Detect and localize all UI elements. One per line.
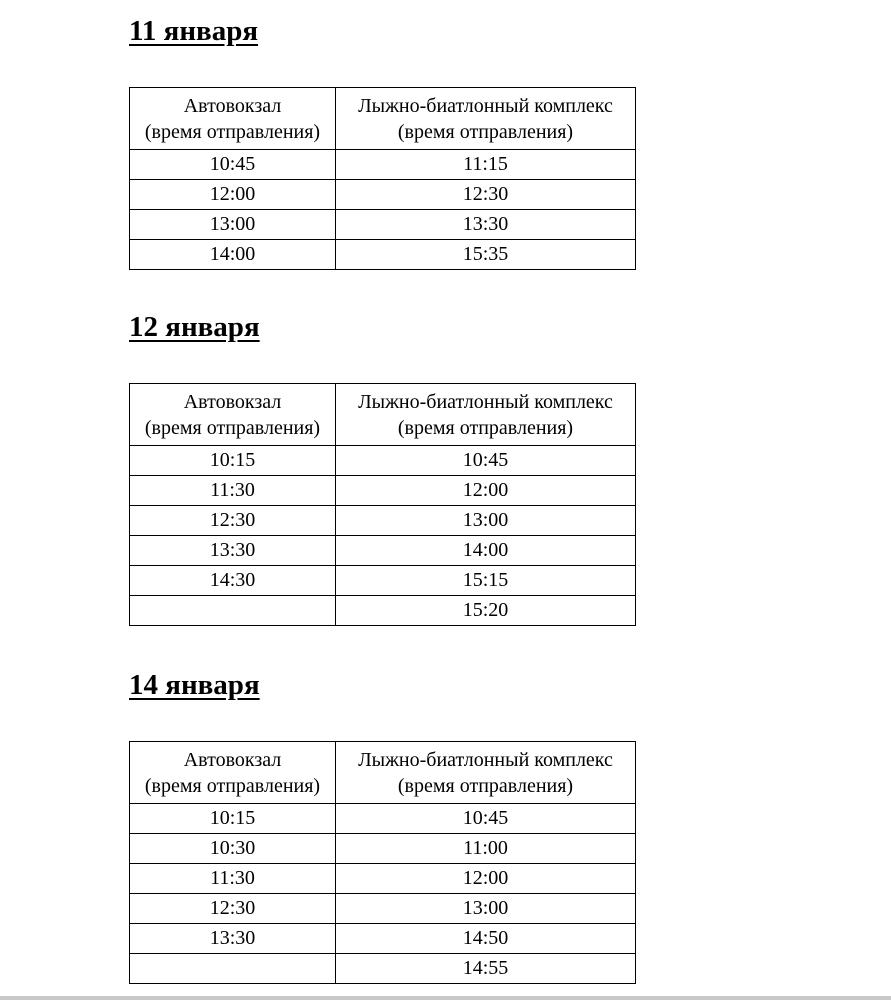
ski-complex-time: 10:45 bbox=[336, 804, 636, 834]
ski-complex-time: 15:15 bbox=[336, 566, 636, 596]
table-row bbox=[130, 804, 636, 834]
table-header-row bbox=[130, 742, 636, 804]
table-header-row bbox=[130, 384, 636, 446]
ski-complex-time: 11:00 bbox=[336, 834, 636, 864]
bus-station-time: 12:30 bbox=[130, 894, 336, 924]
table-row bbox=[130, 210, 636, 240]
table-row bbox=[130, 834, 636, 864]
page-bottom-divider bbox=[0, 996, 891, 1000]
table-row bbox=[130, 150, 636, 180]
table-row bbox=[130, 954, 636, 984]
schedule-section-jan-11 bbox=[129, 14, 635, 265]
bus-station-time: 10:15 bbox=[130, 804, 336, 834]
header-ski-complex: Лыжно-биатлонный комплекс (время отправления) bbox=[336, 88, 636, 150]
ski-complex-time: 15:35 bbox=[336, 240, 636, 270]
ski-complex-time: 13:00 bbox=[336, 894, 636, 924]
schedule-table bbox=[129, 741, 636, 984]
table-row bbox=[130, 536, 636, 566]
section-date-title: 12 января bbox=[129, 311, 260, 343]
bus-station-time: 13:30 bbox=[130, 924, 336, 954]
ski-complex-time: 12:30 bbox=[336, 180, 636, 210]
ski-complex-time: 12:00 bbox=[336, 476, 636, 506]
table-row bbox=[130, 476, 636, 506]
schedule-section-jan-12 bbox=[129, 310, 635, 621]
table-row bbox=[130, 566, 636, 596]
header-bus-station: Автовокзал (время отправления) bbox=[130, 384, 336, 446]
ski-complex-time: 11:15 bbox=[336, 150, 636, 180]
ski-complex-time: 13:00 bbox=[336, 506, 636, 536]
table-row bbox=[130, 446, 636, 476]
header-ski-complex: Лыжно-биатлонный комплекс (время отправления) bbox=[336, 742, 636, 804]
bus-station-time: 12:30 bbox=[130, 506, 336, 536]
table-row bbox=[130, 924, 636, 954]
header-bus-station: Автовокзал (время отправления) bbox=[130, 88, 336, 150]
header-ski-complex: Лыжно-биатлонный комплекс (время отправления) bbox=[336, 384, 636, 446]
schedule-section-jan-14 bbox=[129, 668, 635, 979]
ski-complex-time: 10:45 bbox=[336, 446, 636, 476]
bus-station-time: 13:30 bbox=[130, 536, 336, 566]
bus-station-time: 11:30 bbox=[130, 864, 336, 894]
schedule-table bbox=[129, 87, 636, 270]
ski-complex-time: 14:50 bbox=[336, 924, 636, 954]
bus-station-time bbox=[130, 954, 336, 984]
bus-station-time: 10:30 bbox=[130, 834, 336, 864]
bus-station-time: 11:30 bbox=[130, 476, 336, 506]
bus-station-time: 10:45 bbox=[130, 150, 336, 180]
table-row bbox=[130, 864, 636, 894]
bus-station-time: 12:00 bbox=[130, 180, 336, 210]
bus-station-time: 10:15 bbox=[130, 446, 336, 476]
ski-complex-time: 15:20 bbox=[336, 596, 636, 626]
section-date-title: 14 января bbox=[129, 669, 260, 701]
table-row bbox=[130, 596, 636, 626]
table-row bbox=[130, 894, 636, 924]
header-bus-station: Автовокзал (время отправления) bbox=[130, 742, 336, 804]
table-header-row bbox=[130, 88, 636, 150]
ski-complex-time: 14:00 bbox=[336, 536, 636, 566]
table-row bbox=[130, 180, 636, 210]
table-row bbox=[130, 506, 636, 536]
ski-complex-time: 13:30 bbox=[336, 210, 636, 240]
bus-station-time: 14:30 bbox=[130, 566, 336, 596]
section-date-title: 11 января bbox=[129, 15, 259, 47]
schedule-table bbox=[129, 383, 636, 626]
ski-complex-time: 12:00 bbox=[336, 864, 636, 894]
bus-station-time: 14:00 bbox=[130, 240, 336, 270]
bus-station-time: 13:00 bbox=[130, 210, 336, 240]
bus-station-time bbox=[130, 596, 336, 626]
ski-complex-time: 14:55 bbox=[336, 954, 636, 984]
table-row bbox=[130, 240, 636, 270]
